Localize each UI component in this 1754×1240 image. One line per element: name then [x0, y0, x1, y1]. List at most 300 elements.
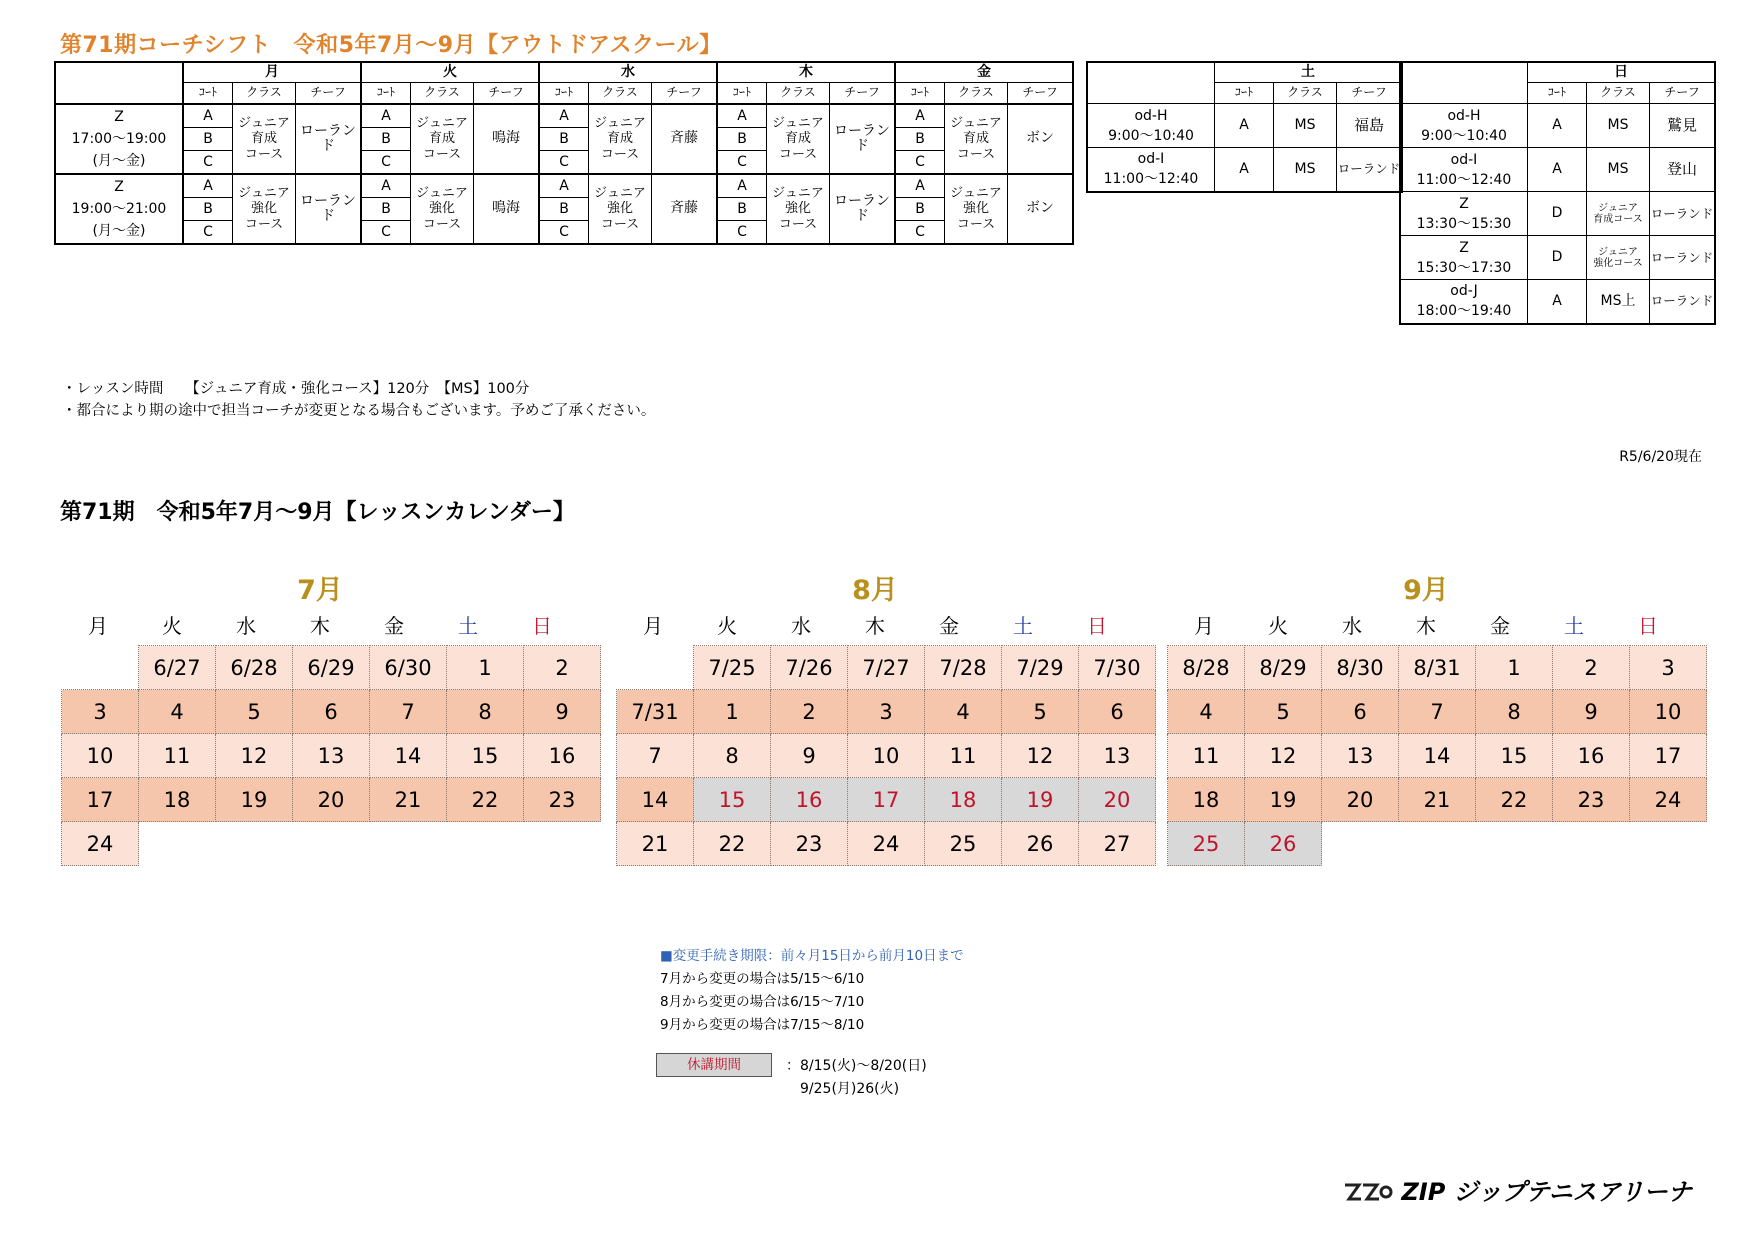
calendar-day: 16 [771, 778, 848, 822]
empty-cell [1322, 822, 1399, 866]
court-letter: B [184, 128, 232, 151]
day-header: 土 [1215, 62, 1403, 83]
logo-text: ZIP ジップテニスアリーナ [1401, 1178, 1692, 1206]
chief-header: チーフ [296, 83, 362, 105]
weekday-label: 月 [88, 614, 108, 638]
court-letter: C [915, 224, 925, 240]
court-letter: D [1528, 236, 1587, 280]
calendar-day: 6/28 [216, 646, 293, 690]
court-list [361, 104, 411, 174]
month-title: 8月 [852, 575, 898, 606]
class-line: 強化 [606, 201, 633, 217]
court-header: ｺｰﾄ [183, 83, 233, 105]
class-line: MS上 [1600, 292, 1636, 309]
calendar-day: 24 [1630, 778, 1707, 822]
court-letter: C [559, 154, 569, 170]
calendar-day: 4 [925, 690, 1002, 734]
time-slot-line: od-H [1447, 107, 1481, 124]
class-name [411, 174, 474, 244]
court-letter: A [540, 175, 588, 198]
court-header: ｺｰﾄ [717, 83, 767, 105]
chief-header: チーフ [1337, 83, 1403, 104]
chief-name: 斉藤 [652, 104, 718, 174]
court-letter: C [203, 154, 213, 170]
calendar-day: 7/29 [1002, 646, 1079, 690]
class-name [589, 174, 652, 244]
class-line: 育成 [962, 131, 989, 147]
court-letter: B [896, 128, 944, 151]
calendar-day: 22 [447, 778, 524, 822]
class-name [1587, 280, 1650, 324]
calendar-day: 20 [1322, 778, 1399, 822]
class-line: ジュニア [1598, 246, 1638, 258]
calendar-day: 22 [694, 822, 771, 866]
weekday-label: 月 [1194, 614, 1214, 638]
calendar-day: 11 [139, 734, 216, 778]
court-list [539, 104, 589, 174]
calendar-day: 4 [1168, 690, 1245, 734]
chief-name: ローランド [296, 104, 362, 174]
court-letter: D [1528, 192, 1587, 236]
chief-name: ローランド [1650, 236, 1716, 280]
court-letter: C [381, 224, 391, 240]
class-line: ジュニア [772, 115, 824, 131]
time-slot [1400, 192, 1528, 236]
class-name [589, 104, 652, 174]
shift-title: 第71期コーチシフト 令和5年7月～9月【アウトドアスクール】 [60, 33, 722, 58]
calendar-day: 27 [1079, 822, 1156, 866]
weekday-label: 土 [1564, 614, 1584, 638]
empty-cell [62, 646, 139, 690]
court-letter: C [737, 224, 747, 240]
time-slot [55, 104, 183, 174]
time-header [55, 62, 183, 104]
chief-name: 登山 [1650, 148, 1716, 192]
calendar-day: 7/31 [617, 690, 694, 734]
calendar-day: 10 [848, 734, 925, 778]
court-letter: A [1528, 280, 1587, 324]
zip-logo [1343, 1172, 1692, 1207]
calendar-day: 26 [1245, 822, 1322, 866]
class-name [945, 104, 1008, 174]
time-slot [1400, 104, 1528, 148]
day-header: 水 [539, 62, 717, 83]
weekday-label: 月 [643, 614, 663, 638]
month-calendar [616, 645, 1156, 866]
month-title: 7月 [297, 575, 343, 606]
calendar-day: 6 [1322, 690, 1399, 734]
time-slot-line: 9:00～10:40 [1421, 127, 1507, 144]
class-line: ジュニア [416, 185, 468, 201]
court-header: ｺｰﾄ [1215, 83, 1274, 104]
class-line: 強化 [784, 201, 811, 217]
court-letter: B [362, 198, 410, 221]
class-header: クラス [589, 83, 652, 105]
court-list [183, 104, 233, 174]
court-header: ｺｰﾄ [1528, 83, 1587, 104]
court-letter: A [896, 175, 944, 198]
time-slot-line: Z [1459, 239, 1469, 256]
chief-name: ローランド [296, 174, 362, 244]
empty-cell [447, 822, 524, 866]
class-line: MS [1607, 116, 1629, 133]
calendar-day: 18 [925, 778, 1002, 822]
calendar-day: 19 [216, 778, 293, 822]
weekday-label: 火 [717, 614, 737, 638]
class-name [233, 174, 296, 244]
chief-name: ローランド [1650, 192, 1716, 236]
class-line: ジュニア [772, 185, 824, 201]
class-line: MS [1294, 160, 1316, 177]
court-letter: A [1528, 104, 1587, 148]
calendar-day: 17 [62, 778, 139, 822]
calendar-day: 1 [1476, 646, 1553, 690]
calendar-day: 8/30 [1322, 646, 1399, 690]
calendar-day: 7/28 [925, 646, 1002, 690]
time-header [1087, 62, 1215, 104]
court-letter: C [737, 154, 747, 170]
class-line: 強化コース [1593, 257, 1643, 269]
weekday-shift-table [54, 61, 1074, 245]
calendar-title: 第71期 令和5年7月～9月【レッスンカレンダー】 [60, 500, 575, 525]
class-line: ジュニア [594, 115, 646, 131]
chief-name: 鷲見 [1650, 104, 1716, 148]
time-header [1400, 62, 1528, 104]
calendar-day: 9 [771, 734, 848, 778]
day-header: 月 [183, 62, 361, 83]
calendar-day: 14 [370, 734, 447, 778]
calendar-day: 7/30 [1079, 646, 1156, 690]
calendar-day: 8/31 [1399, 646, 1476, 690]
calendar-day: 12 [1002, 734, 1079, 778]
calendar-day: 7 [617, 734, 694, 778]
class-line: コース [422, 216, 462, 232]
weekday-header-row [1167, 610, 1685, 639]
time-slot-line: od-I [1450, 151, 1478, 168]
time-slot-line: 19:00～21:00 [71, 201, 167, 217]
class-header: クラス [233, 83, 296, 105]
chief-header: チーフ [652, 83, 718, 105]
calendar-day: 12 [1245, 734, 1322, 778]
calendar-day: 2 [524, 646, 601, 690]
class-name [233, 104, 296, 174]
month-calendar [61, 645, 601, 866]
calendar-day: 8/28 [1168, 646, 1245, 690]
time-slot-line: od-H [1134, 107, 1168, 124]
class-line: ジュニア [238, 185, 290, 201]
court-letter: A [540, 105, 588, 128]
calendar-day: 16 [1553, 734, 1630, 778]
court-header: ｺｰﾄ [361, 83, 411, 105]
calendar-day: 7 [1399, 690, 1476, 734]
weekday-header-row [616, 610, 1134, 639]
court-letter: B [184, 198, 232, 221]
weekday-label: 日 [1638, 614, 1658, 638]
weekday-label: 木 [310, 614, 330, 638]
class-line: ジュニア [950, 115, 1002, 131]
change-deadline-info [660, 945, 964, 1037]
saturday-shift-table [1086, 61, 1403, 193]
weekday-label: 日 [1087, 614, 1107, 638]
calendar-day: 25 [1168, 822, 1245, 866]
class-line: 強化 [962, 201, 989, 217]
calendar-day: 5 [216, 690, 293, 734]
calendar-day: 19 [1002, 778, 1079, 822]
empty-cell [1399, 822, 1476, 866]
class-line: コース [244, 216, 284, 232]
court-letter: B [362, 128, 410, 151]
class-header: クラス [945, 83, 1008, 105]
class-line: コース [778, 216, 818, 232]
calendar-day: 5 [1245, 690, 1322, 734]
court-letter: A [1215, 148, 1274, 192]
calendar-day: 18 [139, 778, 216, 822]
calendar-day: 2 [1553, 646, 1630, 690]
calendar-day: 8 [694, 734, 771, 778]
calendar-day: 9 [524, 690, 601, 734]
weekday-label: 土 [458, 614, 478, 638]
class-line: コース [244, 146, 284, 162]
calendar-day: 13 [293, 734, 370, 778]
time-slot [1087, 104, 1215, 148]
time-slot [1400, 280, 1528, 324]
weekday-label: 水 [791, 614, 811, 638]
calendar-day: 7/26 [771, 646, 848, 690]
chief-name: 鳴海 [474, 174, 540, 244]
empty-cell [370, 822, 447, 866]
court-letter: A [896, 105, 944, 128]
weekday-label: 日 [532, 614, 552, 638]
day-header: 金 [895, 62, 1073, 83]
class-line: コース [778, 146, 818, 162]
calendar-day: 24 [62, 822, 139, 866]
class-header: クラス [1587, 83, 1650, 104]
court-list [717, 174, 767, 244]
chief-header: チーフ [1650, 83, 1716, 104]
time-slot-line: 17:00～19:00 [71, 131, 167, 147]
class-name [1274, 148, 1337, 192]
court-letter: B [540, 128, 588, 151]
time-slot-line: 18:00～19:40 [1416, 303, 1512, 320]
chief-header: チーフ [474, 83, 540, 105]
class-name [411, 104, 474, 174]
empty-cell [1476, 822, 1553, 866]
calendar-day: 14 [1399, 734, 1476, 778]
logo-mark-icon [1343, 1181, 1393, 1203]
class-header: クラス [411, 83, 474, 105]
court-letter: A [1528, 148, 1587, 192]
weekday-label: 金 [1490, 614, 1510, 638]
court-list [183, 174, 233, 244]
time-slot-line: 9:00～10:40 [1108, 127, 1194, 144]
calendar-day: 13 [1322, 734, 1399, 778]
calendar-day: 2 [771, 690, 848, 734]
court-list [361, 174, 411, 244]
court-letter: A [184, 105, 232, 128]
class-name [1587, 148, 1650, 192]
calendar-day: 20 [293, 778, 370, 822]
calendar-day: 3 [62, 690, 139, 734]
calendar-day: 7/25 [694, 646, 771, 690]
class-name [767, 174, 830, 244]
calendar-day: 18 [1168, 778, 1245, 822]
court-list [895, 174, 945, 244]
class-line: コース [956, 216, 996, 232]
court-letter: C [203, 224, 213, 240]
calendar-day: 15 [694, 778, 771, 822]
time-slot-line: od-J [1450, 283, 1478, 300]
calendar-day: 3 [848, 690, 925, 734]
calendar-day: 10 [1630, 690, 1707, 734]
court-header: ｺｰﾄ [895, 83, 945, 105]
class-line: 強化 [428, 201, 455, 217]
calendar-day: 19 [1245, 778, 1322, 822]
chief-name: ローランド [1337, 148, 1403, 192]
class-line: コース [422, 146, 462, 162]
class-line: ジュニア [950, 185, 1002, 201]
day-header: 日 [1528, 62, 1716, 83]
calendar-day: 7/27 [848, 646, 925, 690]
time-slot-line: 13:30～15:30 [1416, 215, 1512, 232]
month-title: 9月 [1403, 575, 1449, 606]
calendar-day: 21 [370, 778, 447, 822]
time-slot [1400, 236, 1528, 280]
class-line: コース [600, 216, 640, 232]
calendar-day: 5 [1002, 690, 1079, 734]
calendar-day: 3 [1630, 646, 1707, 690]
weekday-label: 土 [1013, 614, 1033, 638]
court-letter: B [540, 198, 588, 221]
empty-cell [1553, 822, 1630, 866]
class-name [945, 174, 1008, 244]
court-letter: C [559, 224, 569, 240]
calendar-day: 11 [925, 734, 1002, 778]
calendar-day: 23 [771, 822, 848, 866]
time-slot-line: (月～金) [92, 153, 146, 169]
calendar-day: 20 [1079, 778, 1156, 822]
calendar-day: 16 [524, 734, 601, 778]
calendar-day: 17 [1630, 734, 1707, 778]
chief-header: チーフ [1008, 83, 1074, 105]
chief-name: 福島 [1337, 104, 1403, 148]
empty-cell [293, 822, 370, 866]
empty-cell [139, 822, 216, 866]
calendar-day: 1 [447, 646, 524, 690]
time-slot-line: (月～金) [92, 223, 146, 239]
weekday-label: 火 [1268, 614, 1288, 638]
calendar-day: 17 [848, 778, 925, 822]
calendar-day: 6/27 [139, 646, 216, 690]
calendar-day: 13 [1079, 734, 1156, 778]
court-letter: C [381, 154, 391, 170]
chief-name: ローランド [830, 104, 896, 174]
class-name [1274, 104, 1337, 148]
time-slot-line: Z [114, 179, 124, 195]
court-header: ｺｰﾄ [539, 83, 589, 105]
calendar-day: 1 [694, 690, 771, 734]
time-slot-line: 11:00～12:40 [1416, 171, 1512, 188]
class-line: ジュニア [416, 115, 468, 131]
calendar-day: 25 [925, 822, 1002, 866]
chief-name: ローランド [1650, 280, 1716, 324]
class-name [1587, 104, 1650, 148]
calendar-day: 11 [1168, 734, 1245, 778]
class-line: コース [956, 146, 996, 162]
class-line: 育成 [784, 131, 811, 147]
chief-name: ボン [1008, 104, 1074, 174]
chief-name: 斉藤 [652, 174, 718, 244]
calendar-day: 8 [1476, 690, 1553, 734]
calendar-day: 6 [293, 690, 370, 734]
class-line: 育成コース [1593, 213, 1643, 225]
time-slot-line: 11:00～12:40 [1103, 171, 1199, 188]
class-line: コース [600, 146, 640, 162]
court-letter: A [362, 175, 410, 198]
weekday-label: 木 [865, 614, 885, 638]
weekday-header-row [61, 610, 579, 639]
court-letter: B [718, 198, 766, 221]
class-line: 育成 [428, 131, 455, 147]
deadline-lines: 7月から変更の場合は5/15～6/10 8月から変更の場合は6/15～7/10 9月から変更の場合は7/15～8/10 [660, 971, 865, 1033]
class-name [1587, 192, 1650, 236]
class-line: 育成 [250, 131, 277, 147]
calendar-day: 23 [524, 778, 601, 822]
court-letter: B [896, 198, 944, 221]
calendar-day: 24 [848, 822, 925, 866]
calendar-day: 6/29 [293, 646, 370, 690]
weekday-label: 金 [939, 614, 959, 638]
class-header: クラス [1274, 83, 1337, 104]
class-line: 育成 [606, 131, 633, 147]
calendar-day: 21 [617, 822, 694, 866]
calendar-day: 21 [1399, 778, 1476, 822]
class-line: ジュニア [238, 115, 290, 131]
as-of-date: R5/6/20現在 [1619, 449, 1702, 465]
court-letter: B [718, 128, 766, 151]
sunday-shift-table [1399, 61, 1716, 325]
class-line: ジュニア [594, 185, 646, 201]
closed-period-dates: ：8/15(火)～8/20(日) 9/25(月)26(火) [786, 1058, 927, 1097]
court-letter: A [718, 105, 766, 128]
calendar-day: 26 [1002, 822, 1079, 866]
court-letter: A [362, 105, 410, 128]
court-list [717, 104, 767, 174]
class-line: MS [1294, 116, 1316, 133]
calendar-day: 8 [447, 690, 524, 734]
chief-name: 鳴海 [474, 104, 540, 174]
day-header: 木 [717, 62, 895, 83]
court-list [895, 104, 945, 174]
court-letter: A [1215, 104, 1274, 148]
class-line: ジュニア [1598, 202, 1638, 214]
weekday-label: 木 [1416, 614, 1436, 638]
calendar-day: 6 [1079, 690, 1156, 734]
month-calendar [1167, 645, 1707, 866]
class-header: クラス [767, 83, 830, 105]
calendar-day: 15 [1476, 734, 1553, 778]
class-name [767, 104, 830, 174]
court-list [539, 174, 589, 244]
empty-cell [617, 646, 694, 690]
class-line: MS [1607, 160, 1629, 177]
empty-cell [1630, 822, 1707, 866]
weekday-label: 金 [384, 614, 404, 638]
deadline-heading: ■変更手続き期限：前々月15日から前月10日まで [660, 948, 964, 964]
calendar-day: 9 [1553, 690, 1630, 734]
calendar-day: 12 [216, 734, 293, 778]
time-slot [1087, 148, 1215, 192]
time-slot-line: Z [114, 109, 124, 125]
